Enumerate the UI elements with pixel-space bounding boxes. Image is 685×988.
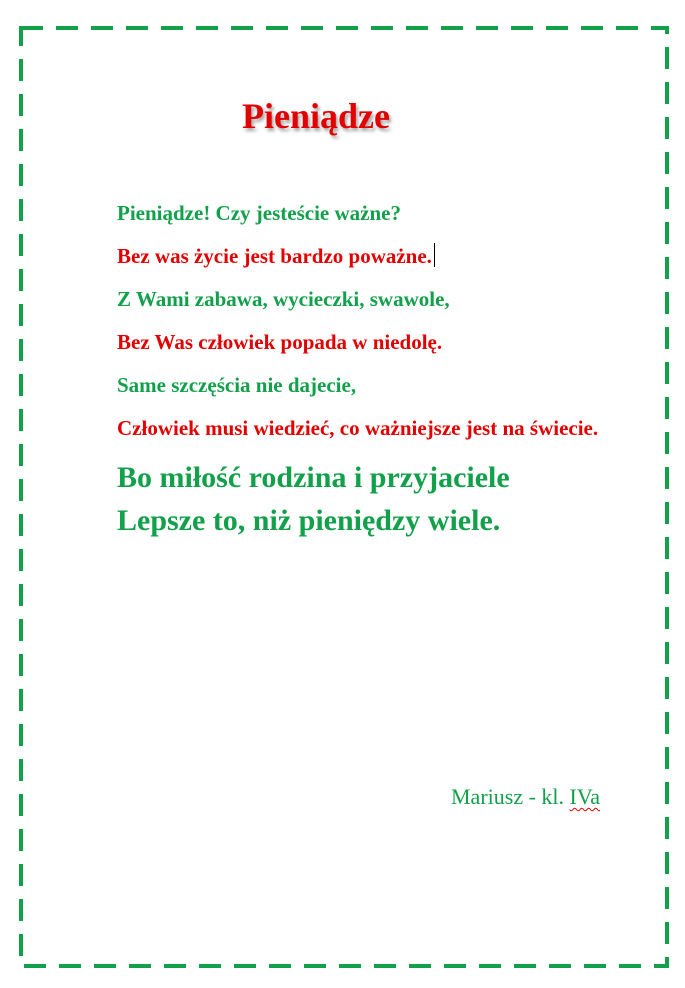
poem-line-2-text: Bez was życie jest bardzo poważne. xyxy=(117,244,432,268)
poem-line-6: Człowiek musi wiedzieć, co ważniejsze jest na świecie. xyxy=(117,416,599,440)
poem-title: Pieniądze xyxy=(242,96,390,136)
text-cursor xyxy=(434,243,435,267)
poem-line-5: Same szczęścia nie dajecie, xyxy=(117,373,357,397)
poem-body xyxy=(117,198,637,542)
poem-line-2 xyxy=(117,241,637,271)
poem-closing-line-1: Bo miłość rodzina i przyjaciele xyxy=(117,461,510,494)
poem-line-3: Z Wami zabawa, wycieczki, swawole, xyxy=(117,287,450,311)
signature-author: Mariusz - kl. xyxy=(451,784,570,809)
poem-closing-line-2: Lepsze to, niż pieniędzy wiele. xyxy=(117,504,501,537)
signature-class: IVa xyxy=(569,784,601,809)
poem-line-4: Bez Was człowiek popada w niedolę. xyxy=(117,330,443,354)
poem-line-1: Pieniądze! Czy jesteście ważne? xyxy=(117,201,401,225)
author-signature xyxy=(451,784,600,810)
